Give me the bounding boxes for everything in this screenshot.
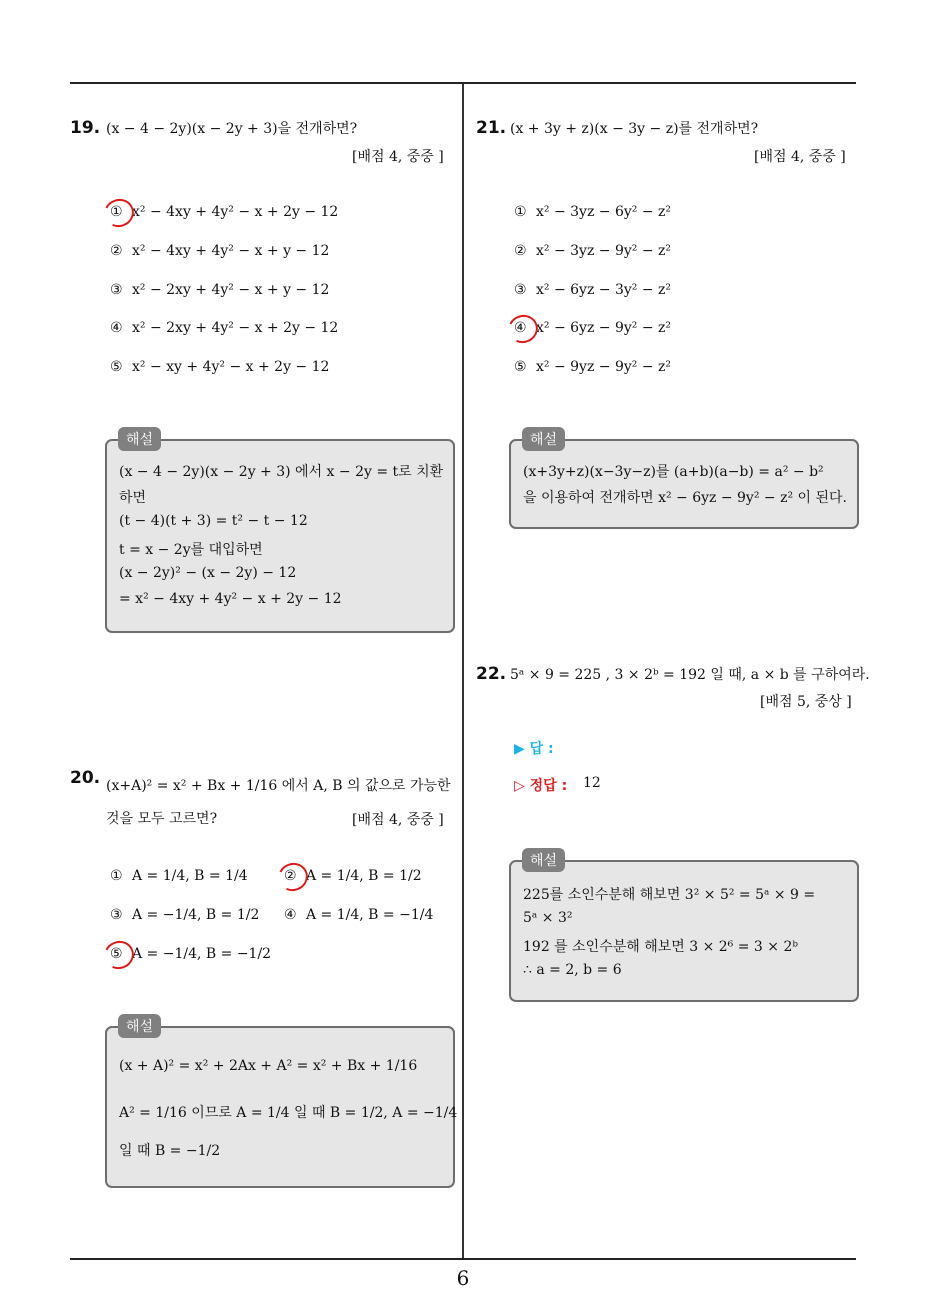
column-divider	[462, 84, 464, 1258]
q22-solution-line-4: ∴ a = 2, b = 6	[523, 962, 622, 978]
q20-choice-5[interactable]: ⑤ A = −1/4, B = −1/2	[110, 946, 272, 962]
q21-choice-4[interactable]: ④ x² − 6yz − 9y² − z²	[514, 320, 672, 336]
q21-solution-tag: 해설	[522, 427, 565, 451]
q22-number: 22.	[476, 664, 507, 684]
q19-text: (x − 4 − 2y)(x − 2y + 3)을 전개하면?	[106, 121, 358, 137]
q19-solution-line-1: (x − 4 − 2y)(x − 2y + 3) 에서 x − 2y = t로 치환	[119, 464, 444, 480]
q22-points: [배점 5, 중상 ]	[760, 694, 852, 710]
q20-choice-2-red-circle	[274, 859, 312, 896]
q21-points: [배점 4, 중중 ]	[754, 149, 846, 165]
page-number: 6	[456, 1266, 470, 1290]
q21-choice-5[interactable]: ⑤ x² − 9yz − 9y² − z²	[514, 359, 672, 375]
q20-solution-line-1: (x + A)² = x² + 2Ax + A² = x² + Bx + 1/16	[119, 1058, 418, 1074]
q22-text: 5ᵃ × 9 = 225 , 3 × 2ᵇ = 192 일 때, a × b 를 구하여라.	[510, 667, 870, 683]
q20-solution-line-2: A² = 1/16 이므로 A = 1/4 일 때 B = 1/2, A = −1/4	[119, 1105, 458, 1121]
q19-solution-line-6: = x² − 4xy + 4y² − x + 2y − 12	[119, 591, 342, 607]
q20-choice-1[interactable]: ① A = 1/4, B = 1/4	[110, 868, 248, 884]
q20-text-line2: 것을 모두 고르면?	[106, 811, 218, 827]
q20-solution-line-3: 일 때 B = −1/2	[119, 1143, 221, 1159]
q20-choice-5-red-circle	[100, 937, 138, 974]
q22-correct-label: ▷ 정답 :	[514, 778, 568, 794]
q19-choice-5[interactable]: ⑤ x² − xy + 4y² − x + 2y − 12	[110, 359, 330, 375]
q22-solution-box	[509, 860, 859, 1002]
q19-choice-1[interactable]: ① x² − 4xy + 4y² − x + 2y − 12	[110, 204, 339, 220]
q21-solution-line-1: (x+3y+z)(x−3y−z)를 (a+b)(a−b) = a² − b²	[523, 464, 824, 480]
q20-choice-3[interactable]: ③ A = −1/4, B = 1/2	[110, 907, 260, 923]
q19-solution-line-4: t = x − 2y를 대입하면	[119, 542, 263, 558]
q22-solution-line-1: 225를 소인수분해 해보면 3² × 5² = 5ᵃ × 9 =	[523, 887, 816, 903]
q20-number: 20.	[70, 768, 101, 788]
q20-choice-4[interactable]: ④ A = 1/4, B = −1/4	[284, 907, 434, 923]
q19-solution-line-2: 하면	[119, 490, 147, 506]
q21-solution-box	[509, 439, 859, 529]
q20-solution-tag: 해설	[118, 1014, 161, 1038]
q21-choice-4-red-circle	[504, 311, 542, 348]
q21-solution-line-2: 을 이용하여 전개하면 x² − 6yz − 9y² − z² 이 된다.	[523, 490, 847, 506]
q20-choice-2[interactable]: ② A = 1/4, B = 1/2	[284, 868, 422, 884]
q19-solution-line-5: (x − 2y)² − (x − 2y) − 12	[119, 565, 297, 581]
q22-solution-tag: 해설	[522, 848, 565, 872]
q22-correct-value: 12	[583, 775, 601, 791]
q19-choice-1-red-circle	[100, 195, 138, 232]
q19-points: [배점 4, 중중 ]	[352, 149, 444, 165]
q19-choice-2[interactable]: ② x² − 4xy + 4y² − x + y − 12	[110, 243, 330, 259]
q19-number: 19.	[70, 118, 101, 138]
q21-choice-2[interactable]: ② x² − 3yz − 9y² − z²	[514, 243, 672, 259]
q19-choice-4[interactable]: ④ x² − 2xy + 4y² − x + 2y − 12	[110, 320, 339, 336]
bottom-rule	[70, 1258, 856, 1260]
q20-points: [배점 4, 중중 ]	[352, 812, 444, 828]
q22-answer-label: ▶ 답 :	[514, 741, 554, 757]
q21-number: 21.	[476, 118, 507, 138]
q22-solution-line-2: 5ᵃ × 3²	[523, 910, 573, 926]
q22-solution-line-3: 192 를 소인수분해 해보면 3 × 2⁶ = 3 × 2ᵇ	[523, 939, 798, 955]
q19-solution-box	[105, 439, 455, 633]
q19-choice-3[interactable]: ③ x² − 2xy + 4y² − x + y − 12	[110, 282, 330, 298]
q19-solution-line-3: (t − 4)(t + 3) = t² − t − 12	[119, 513, 308, 529]
q20-solution-box	[105, 1026, 458, 1188]
q21-text: (x + 3y + z)(x − 3y − z)를 전개하면?	[510, 121, 759, 137]
q20-text-line1: (x+A)² = x² + Bx + 1/16 에서 A, B 의 값으로 가능한	[106, 778, 451, 794]
q19-solution-tag: 해설	[118, 427, 161, 451]
q21-choice-3[interactable]: ③ x² − 6yz − 3y² − z²	[514, 282, 672, 298]
q21-choice-1[interactable]: ① x² − 3yz − 6y² − z²	[514, 204, 672, 220]
